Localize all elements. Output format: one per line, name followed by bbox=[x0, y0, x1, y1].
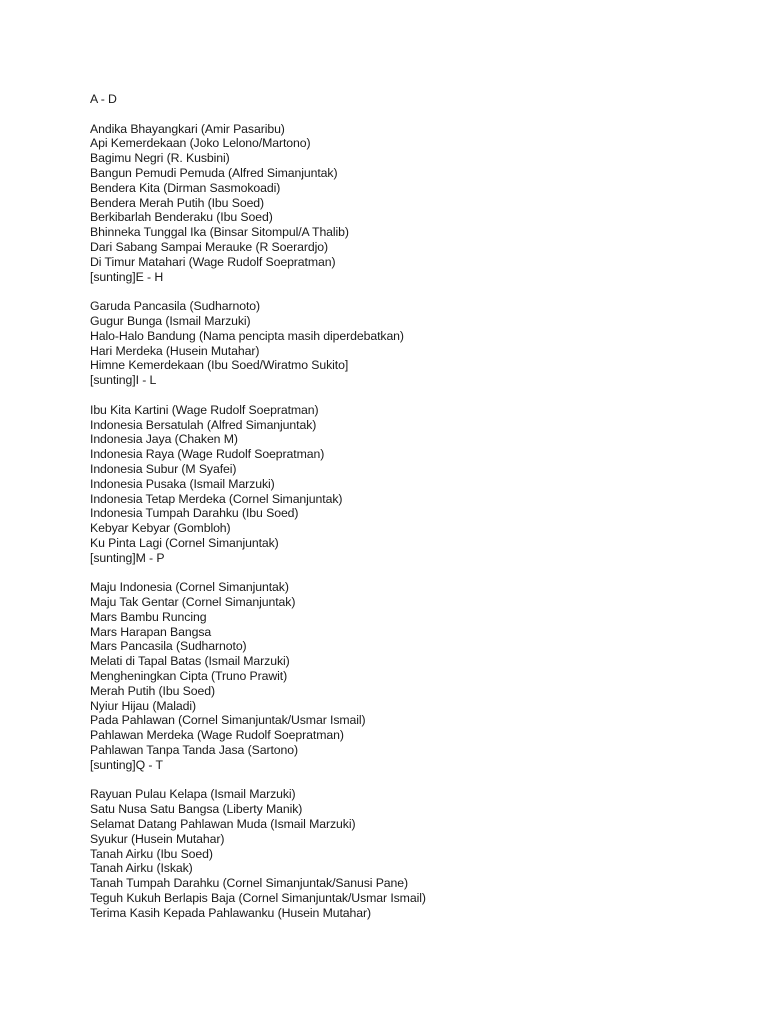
song-item: Andika Bhayangkari (Amir Pasaribu) bbox=[90, 121, 285, 136]
song-item: Rayuan Pulau Kelapa (Ismail Marzuki) bbox=[90, 787, 296, 802]
song-item: Tanah Tumpah Darahku (Cornel Simanjuntak/Sanusi Pane) bbox=[90, 876, 409, 891]
block-spacer bbox=[90, 566, 750, 581]
song-item: Maju Indonesia (Cornel Simanjuntak) bbox=[90, 580, 289, 595]
song-item: Indonesia Bersatulah (Alfred Simanjuntak) bbox=[90, 417, 317, 432]
song-item: Pahlawan Merdeka (Wage Rudolf Soepratman) bbox=[90, 728, 344, 743]
song-item: Ibu Kita Kartini (Wage Rudolf Soepratman) bbox=[90, 402, 319, 417]
song-item: Bhinneka Tunggal Ika (Binsar Sitompul/A Thalib) bbox=[90, 225, 349, 240]
song-item: Api Kemerdekaan (Joko Lelono/Martono) bbox=[90, 136, 311, 151]
song-item: Tanah Airku (Iskak) bbox=[90, 861, 193, 876]
song-item: Hari Merdeka (Husein Mutahar) bbox=[90, 343, 260, 358]
song-item: Halo-Halo Bandung (Nama pencipta masih diperdebatkan) bbox=[90, 328, 404, 343]
song-block bbox=[90, 299, 750, 388]
song-item: Ku Pinta Lagi (Cornel Simanjuntak) bbox=[90, 535, 279, 550]
section-heading: [sunting]I - L bbox=[90, 373, 157, 388]
song-item: Mars Harapan Bangsa bbox=[90, 624, 212, 639]
song-item: Gugur Bunga (Ismail Marzuki) bbox=[90, 313, 251, 328]
section-heading: [sunting]Q - T bbox=[90, 757, 163, 772]
block-spacer bbox=[90, 388, 750, 403]
song-block bbox=[90, 580, 750, 772]
song-item: Bangun Pemudi Pemuda (Alfred Simanjuntak) bbox=[90, 165, 338, 180]
song-item: Bendera Kita (Dirman Sasmokoadi) bbox=[90, 180, 281, 195]
song-item: Dari Sabang Sampai Merauke (R Soerardjo) bbox=[90, 239, 328, 254]
song-item: Indonesia Raya (Wage Rudolf Soepratman) bbox=[90, 447, 325, 462]
song-item: Di Timur Matahari (Wage Rudolf Soepratman) bbox=[90, 254, 336, 269]
song-block bbox=[90, 787, 750, 920]
song-item: Selamat Datang Pahlawan Muda (Ismail Marzuki) bbox=[90, 817, 356, 832]
song-item: Bagimu Negri (R. Kusbini) bbox=[90, 151, 230, 166]
song-item: Nyiur Hijau (Maladi) bbox=[90, 698, 196, 713]
block-spacer bbox=[90, 773, 750, 788]
song-item: Indonesia Jaya (Chaken M) bbox=[90, 432, 238, 447]
song-item: Syukur (Husein Mutahar) bbox=[90, 831, 225, 846]
song-item: Garuda Pancasila (Sudharnoto) bbox=[90, 299, 261, 314]
song-item: Himne Kemerdekaan (Ibu Soed/Wiratmo Sukito] bbox=[90, 358, 349, 373]
song-item: Berkibarlah Benderaku (Ibu Soed) bbox=[90, 210, 273, 225]
song-item: Mengheningkan Cipta (Truno Prawit) bbox=[90, 669, 288, 684]
song-item: Indonesia Tetap Merdeka (Cornel Simanjuntak) bbox=[90, 491, 343, 506]
song-item: Bendera Merah Putih (Ibu Soed) bbox=[90, 195, 265, 210]
song-item: Terima Kasih Kepada Pahlawanku (Husein Mutahar) bbox=[90, 905, 372, 920]
song-item: Satu Nusa Satu Bangsa (Liberty Manik) bbox=[90, 802, 303, 817]
section-heading: [sunting]M - P bbox=[90, 550, 165, 565]
block-spacer bbox=[90, 107, 750, 122]
song-item: Pada Pahlawan (Cornel Simanjuntak/Usmar Ismail) bbox=[90, 713, 366, 728]
section-heading: A - D bbox=[90, 92, 117, 106]
song-item: Kebyar Kebyar (Gombloh) bbox=[90, 521, 231, 536]
song-item: Indonesia Tumpah Darahku (Ibu Soed) bbox=[90, 506, 299, 521]
section-heading: [sunting]E - H bbox=[90, 269, 164, 284]
song-item: Pahlawan Tanpa Tanda Jasa (Sartono) bbox=[90, 743, 298, 758]
song-item: Tanah Airku (Ibu Soed) bbox=[90, 846, 213, 861]
song-item: Mars Bambu Runcing bbox=[90, 609, 207, 624]
document-body bbox=[90, 92, 750, 921]
song-item: Maju Tak Gentar (Cornel Simanjuntak) bbox=[90, 595, 296, 610]
song-item: Melati di Tapal Batas (Ismail Marzuki) bbox=[90, 654, 290, 669]
song-item: Indonesia Pusaka (Ismail Marzuki) bbox=[90, 476, 275, 491]
song-item: Teguh Kukuh Berlapis Baja (Cornel Simanjuntak/Usmar Ismail) bbox=[90, 891, 426, 906]
song-list bbox=[90, 107, 750, 921]
song-item: Merah Putih (Ibu Soed) bbox=[90, 683, 215, 698]
song-item: Indonesia Subur (M Syafei) bbox=[90, 461, 237, 476]
song-block bbox=[90, 122, 750, 285]
song-item: Mars Pancasila (Sudharnoto) bbox=[90, 639, 247, 654]
song-block bbox=[90, 403, 750, 566]
block-spacer bbox=[90, 284, 750, 299]
